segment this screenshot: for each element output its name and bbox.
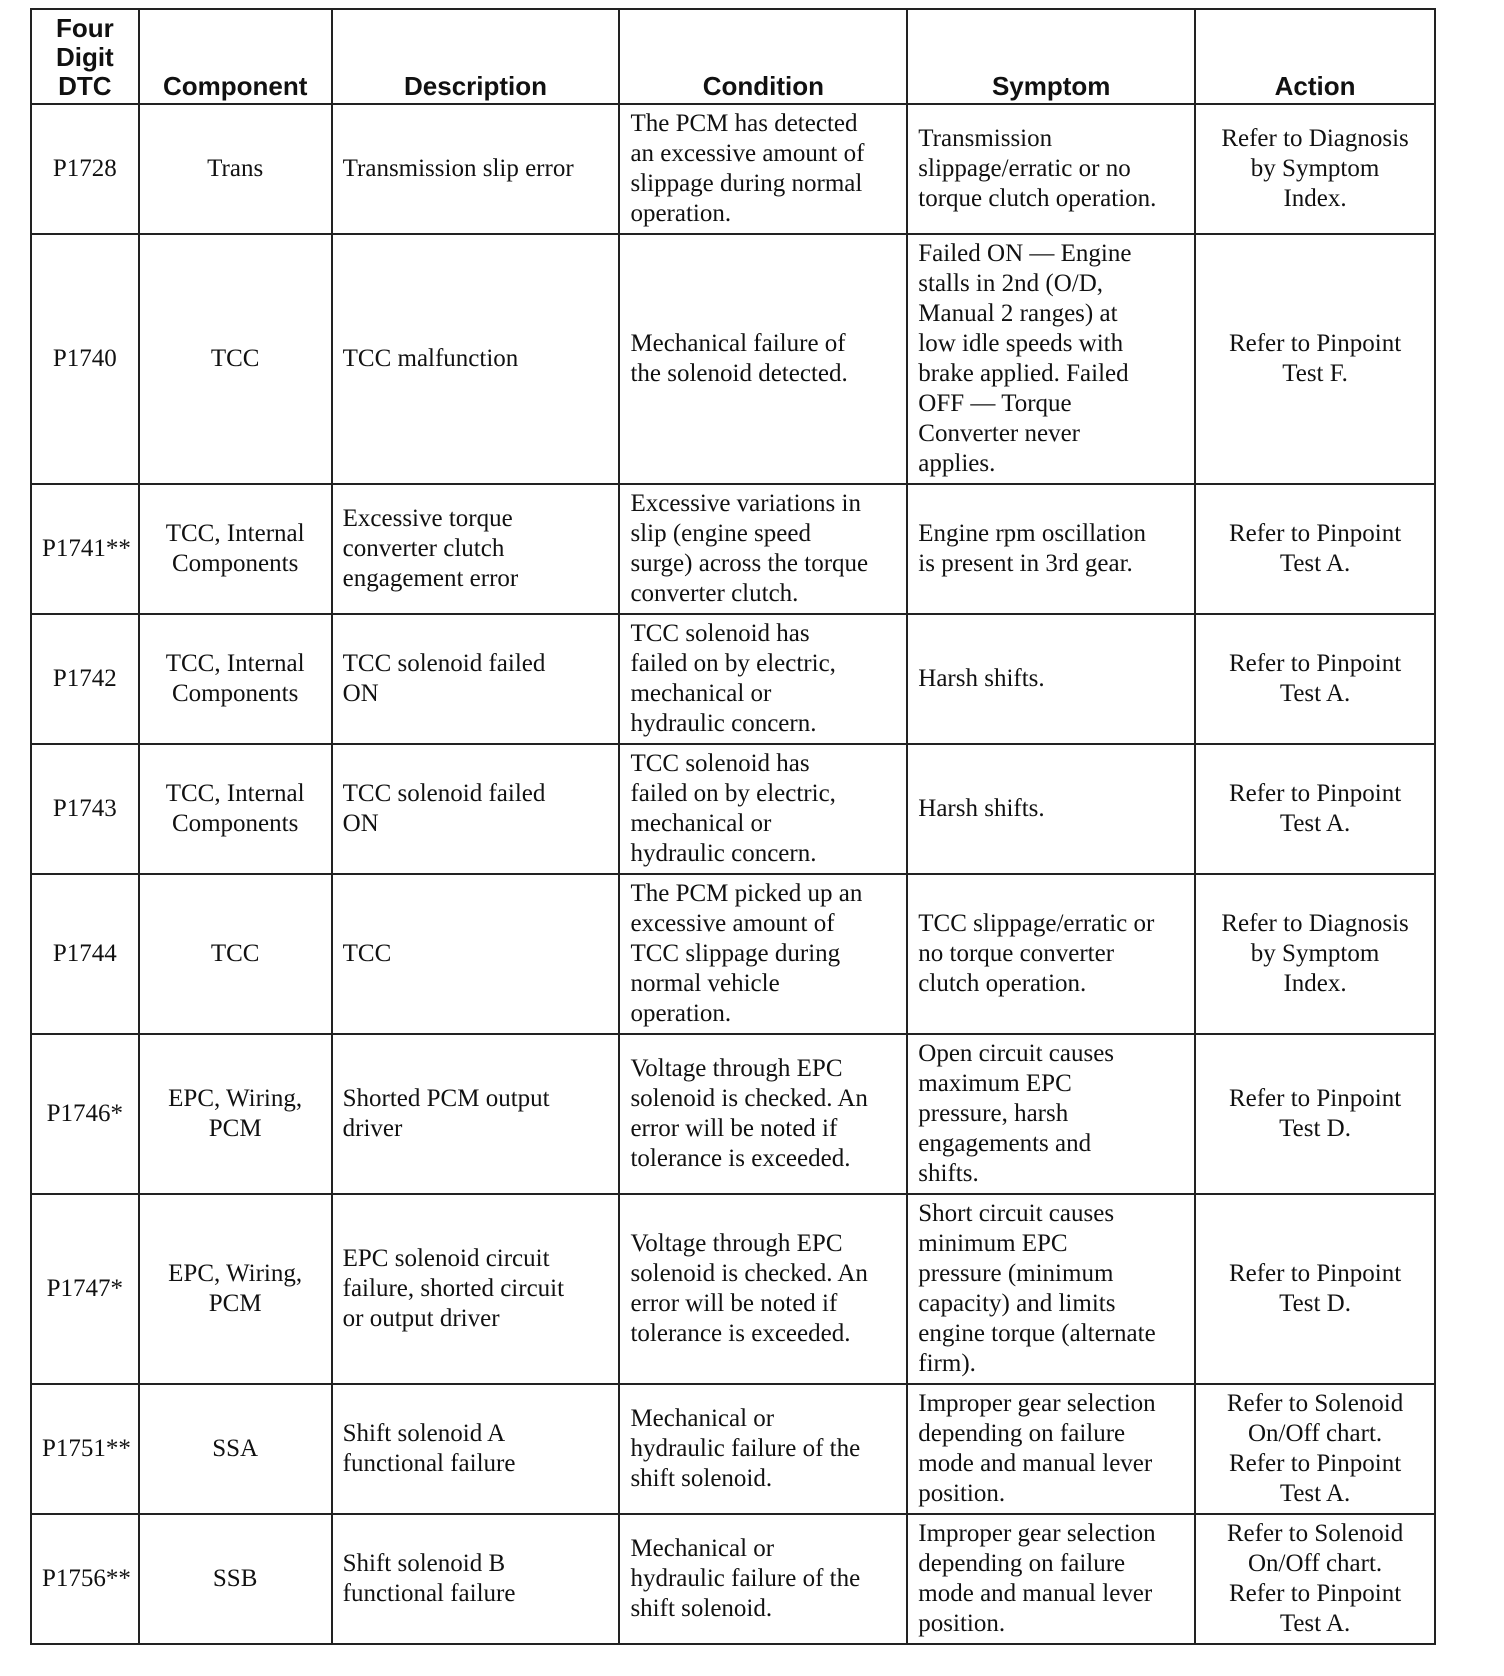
header-dtc-line: Four xyxy=(55,13,114,43)
condition-cell-line: Mechanical or xyxy=(630,1535,775,1562)
description-cell xyxy=(332,744,620,874)
action-cell xyxy=(1195,614,1435,744)
action-cell-line: Test A. xyxy=(1279,1480,1351,1507)
condition-cell-line: Mechanical or xyxy=(630,1405,775,1432)
action-cell-line: Index. xyxy=(1283,185,1347,212)
condition-cell xyxy=(619,614,907,744)
symptom-cell xyxy=(907,104,1195,234)
description-cell xyxy=(332,614,620,744)
header-description: Description xyxy=(332,9,620,104)
condition-cell-line: failed on by electric, xyxy=(630,650,836,677)
action-cell xyxy=(1195,104,1435,234)
dtc-code-cell: P1756** xyxy=(31,1514,139,1644)
condition-cell-line: TCC solenoid has xyxy=(630,620,810,647)
symptom-cell-line: pressure (minimum xyxy=(918,1260,1114,1287)
action-cell xyxy=(1195,484,1435,614)
condition-cell-line: converter clutch. xyxy=(630,580,799,607)
symptom-cell-line: brake applied. Failed xyxy=(918,360,1129,387)
action-cell-line: Test A. xyxy=(1279,550,1351,577)
condition-cell-line: normal vehicle xyxy=(630,970,780,997)
symptom-cell xyxy=(907,614,1195,744)
action-cell-line: Test D. xyxy=(1279,1290,1351,1317)
condition-cell xyxy=(619,484,907,614)
condition-cell xyxy=(619,1384,907,1514)
description-cell-line: failure, shorted circuit xyxy=(342,1275,565,1302)
condition-cell xyxy=(619,1514,907,1644)
action-cell-line: Refer to Pinpoint xyxy=(1228,1260,1402,1287)
component-cell-line: TCC xyxy=(210,345,260,372)
component-cell-line: TCC, Internal xyxy=(165,780,305,807)
description-cell xyxy=(332,1034,620,1194)
action-cell-line: Refer to Pinpoint xyxy=(1228,330,1402,357)
action-cell-line: Test F. xyxy=(1282,360,1348,387)
description-cell-line: Shorted PCM output xyxy=(342,1085,550,1112)
symptom-cell-line: Converter never xyxy=(918,420,1081,447)
dtc-code-cell: P1744 xyxy=(31,874,139,1034)
table-row xyxy=(31,1514,1435,1644)
component-cell-line: TCC xyxy=(210,940,260,967)
condition-cell-line: tolerance is exceeded. xyxy=(630,1145,851,1172)
condition-cell-line: Excessive variations in xyxy=(630,490,861,517)
description-cell xyxy=(332,484,620,614)
action-cell-line: Test D. xyxy=(1279,1115,1351,1142)
symptom-cell-line: OFF — Torque xyxy=(918,390,1072,417)
component-cell-line: TCC, Internal xyxy=(165,520,305,547)
action-cell-line: by Symptom xyxy=(1250,155,1380,182)
component-cell xyxy=(139,744,332,874)
description-cell-line: converter clutch xyxy=(342,535,505,562)
symptom-cell xyxy=(907,1514,1195,1644)
action-cell xyxy=(1195,1034,1435,1194)
component-cell xyxy=(139,1034,332,1194)
dtc-table xyxy=(30,8,1436,1645)
action-cell-line: Refer to Diagnosis xyxy=(1221,125,1409,152)
dtc-code-cell: P1728 xyxy=(31,104,139,234)
component-cell-line: Components xyxy=(171,680,299,707)
dtc-table-body xyxy=(31,104,1435,1644)
symptom-cell-line: engagements and xyxy=(918,1130,1092,1157)
symptom-cell-line: shifts. xyxy=(918,1160,979,1187)
description-cell-line: ON xyxy=(342,680,379,707)
action-cell xyxy=(1195,874,1435,1034)
table-row xyxy=(31,744,1435,874)
condition-cell-line: shift solenoid. xyxy=(630,1595,773,1622)
header-dtc xyxy=(31,9,139,104)
description-cell xyxy=(332,874,620,1034)
symptom-cell-line: TCC slippage/erratic or xyxy=(918,910,1155,937)
condition-cell xyxy=(619,874,907,1034)
condition-cell-line: mechanical or xyxy=(630,810,772,837)
condition-cell-line: TCC slippage during xyxy=(630,940,841,967)
condition-cell-line: the solenoid detected. xyxy=(630,360,848,387)
component-cell-line: PCM xyxy=(208,1290,262,1317)
description-cell-line: TCC xyxy=(342,940,392,967)
symptom-cell-line: clutch operation. xyxy=(918,970,1087,997)
symptom-cell-line: depending on failure xyxy=(918,1550,1126,1577)
condition-cell-line: Mechanical failure of xyxy=(630,330,846,357)
condition-cell xyxy=(619,104,907,234)
condition-cell-line: excessive amount of xyxy=(630,910,835,937)
component-cell xyxy=(139,614,332,744)
description-cell-line: EPC solenoid circuit xyxy=(342,1245,550,1272)
condition-cell-line: slip (engine speed xyxy=(630,520,811,547)
symptom-cell-line: torque clutch operation. xyxy=(918,185,1157,212)
table-row xyxy=(31,1384,1435,1514)
description-cell-line: TCC solenoid failed xyxy=(342,650,546,677)
component-cell xyxy=(139,874,332,1034)
condition-cell xyxy=(619,1034,907,1194)
component-cell-line: Components xyxy=(171,550,299,577)
condition-cell-line: tolerance is exceeded. xyxy=(630,1320,851,1347)
action-cell-line: Refer to Pinpoint xyxy=(1228,650,1402,677)
action-cell-line: Refer to Pinpoint xyxy=(1228,1580,1402,1607)
symptom-cell-line: firm). xyxy=(918,1350,976,1377)
symptom-cell-line: position. xyxy=(918,1480,1006,1507)
table-row xyxy=(31,234,1435,484)
condition-cell-line: failed on by electric, xyxy=(630,780,836,807)
condition-cell-line: error will be noted if xyxy=(630,1290,838,1317)
description-cell xyxy=(332,104,620,234)
description-cell-line: ON xyxy=(342,810,379,837)
description-cell-line: or output driver xyxy=(342,1305,500,1332)
condition-cell-line: operation. xyxy=(630,1000,732,1027)
condition-cell-line: operation. xyxy=(630,200,732,227)
component-cell-line: Components xyxy=(171,810,299,837)
header-dtc-line: Digit xyxy=(55,42,114,72)
table-row xyxy=(31,614,1435,744)
condition-cell-line: Voltage through EPC xyxy=(630,1230,843,1257)
action-cell-line: On/Off chart. xyxy=(1247,1550,1383,1577)
symptom-cell-line: Improper gear selection xyxy=(918,1520,1156,1547)
condition-cell-line: The PCM has detected xyxy=(630,110,858,137)
description-cell-line: Shift solenoid B xyxy=(342,1550,506,1577)
description-cell-line: functional failure xyxy=(342,1450,516,1477)
condition-cell xyxy=(619,1194,907,1384)
symptom-cell-line: mode and manual lever xyxy=(918,1580,1153,1607)
dtc-code-cell: P1742 xyxy=(31,614,139,744)
symptom-cell-line: is present in 3rd gear. xyxy=(918,550,1133,577)
description-cell-line: Transmission slip error xyxy=(342,155,574,182)
description-cell-line: engagement error xyxy=(342,565,519,592)
action-cell-line: Test A. xyxy=(1279,680,1351,707)
condition-cell-line: solenoid is checked. An xyxy=(630,1085,868,1112)
component-cell xyxy=(139,104,332,234)
header-component: Component xyxy=(139,9,332,104)
action-cell-line: by Symptom xyxy=(1250,940,1380,967)
symptom-cell-line: Failed ON — Engine xyxy=(918,240,1132,267)
symptom-cell xyxy=(907,1034,1195,1194)
condition-cell-line: hydraulic concern. xyxy=(630,710,817,737)
table-row xyxy=(31,484,1435,614)
condition-cell xyxy=(619,234,907,484)
action-cell xyxy=(1195,1384,1435,1514)
condition-cell xyxy=(619,744,907,874)
symptom-cell xyxy=(907,484,1195,614)
symptom-cell-line: Manual 2 ranges) at xyxy=(918,300,1118,327)
table-row xyxy=(31,1034,1435,1194)
action-cell-line: Refer to Pinpoint xyxy=(1228,1085,1402,1112)
symptom-cell-line: pressure, harsh xyxy=(918,1100,1069,1127)
header-action: Action xyxy=(1195,9,1435,104)
condition-cell-line: Voltage through EPC xyxy=(630,1055,843,1082)
symptom-cell-line: maximum EPC xyxy=(918,1070,1072,1097)
dtc-code-cell: P1743 xyxy=(31,744,139,874)
symptom-cell-line: Harsh shifts. xyxy=(918,665,1045,692)
component-cell-line: EPC, Wiring, xyxy=(168,1085,303,1112)
condition-cell-line: slippage during normal xyxy=(630,170,863,197)
action-cell-line: Index. xyxy=(1283,970,1347,997)
component-cell-line: SSB xyxy=(212,1565,258,1592)
symptom-cell-line: engine torque (alternate xyxy=(918,1320,1156,1347)
header-dtc-line: DTC xyxy=(58,71,112,101)
symptom-cell-line: applies. xyxy=(918,450,996,477)
condition-cell-line: an excessive amount of xyxy=(630,140,865,167)
action-cell-line: Refer to Diagnosis xyxy=(1221,910,1409,937)
symptom-cell-line: low idle speeds with xyxy=(918,330,1124,357)
symptom-cell-line: capacity) and limits xyxy=(918,1290,1116,1317)
dtc-code-cell: P1747* xyxy=(31,1194,139,1384)
condition-cell-line: surge) across the torque xyxy=(630,550,869,577)
symptom-cell-line: depending on failure xyxy=(918,1420,1126,1447)
condition-cell-line: shift solenoid. xyxy=(630,1465,773,1492)
dtc-code-cell: P1751** xyxy=(31,1384,139,1514)
action-cell-line: Refer to Pinpoint xyxy=(1228,520,1402,547)
action-cell-line: Test A. xyxy=(1279,810,1351,837)
action-cell-line: On/Off chart. xyxy=(1247,1420,1383,1447)
symptom-cell-line: Short circuit causes xyxy=(918,1200,1115,1227)
header-row xyxy=(31,9,1435,104)
component-cell xyxy=(139,1514,332,1644)
table-row xyxy=(31,1194,1435,1384)
condition-cell-line: TCC solenoid has xyxy=(630,750,810,777)
action-cell xyxy=(1195,234,1435,484)
condition-cell-line: hydraulic failure of the xyxy=(630,1435,861,1462)
symptom-cell xyxy=(907,234,1195,484)
symptom-cell-line: Improper gear selection xyxy=(918,1390,1156,1417)
symptom-cell-line: Transmission xyxy=(918,125,1053,152)
symptom-cell xyxy=(907,1194,1195,1384)
symptom-cell xyxy=(907,744,1195,874)
component-cell-line: Trans xyxy=(207,155,264,182)
action-cell xyxy=(1195,1194,1435,1384)
symptom-cell-line: stalls in 2nd (O/D, xyxy=(918,270,1103,297)
description-cell xyxy=(332,234,620,484)
symptom-cell-line: mode and manual lever xyxy=(918,1450,1153,1477)
description-cell xyxy=(332,1194,620,1384)
component-cell xyxy=(139,234,332,484)
condition-cell-line: hydraulic concern. xyxy=(630,840,817,867)
component-cell-line: EPC, Wiring, xyxy=(168,1260,303,1287)
action-cell-line: Refer to Solenoid xyxy=(1226,1390,1404,1417)
symptom-cell xyxy=(907,874,1195,1034)
description-cell-line: Excessive torque xyxy=(342,505,513,532)
dtc-code-cell: P1741** xyxy=(31,484,139,614)
description-cell xyxy=(332,1514,620,1644)
symptom-cell-line: Open circuit causes xyxy=(918,1040,1115,1067)
action-cell xyxy=(1195,744,1435,874)
condition-cell-line: error will be noted if xyxy=(630,1115,838,1142)
component-cell-line: SSA xyxy=(212,1435,259,1462)
dtc-code-cell: P1740 xyxy=(31,234,139,484)
description-cell-line: Shift solenoid A xyxy=(342,1420,506,1447)
condition-cell-line: hydraulic failure of the xyxy=(630,1565,861,1592)
description-cell-line: driver xyxy=(342,1115,403,1142)
component-cell-line: PCM xyxy=(208,1115,262,1142)
symptom-cell-line: Harsh shifts. xyxy=(918,795,1045,822)
header-condition: Condition xyxy=(619,9,907,104)
symptom-cell-line: slippage/erratic or no xyxy=(918,155,1131,182)
component-cell xyxy=(139,484,332,614)
condition-cell-line: The PCM picked up an xyxy=(630,880,863,907)
action-cell-line: Refer to Pinpoint xyxy=(1228,780,1402,807)
header-symptom: Symptom xyxy=(907,9,1195,104)
action-cell-line: Refer to Solenoid xyxy=(1226,1520,1404,1547)
component-cell xyxy=(139,1194,332,1384)
component-cell xyxy=(139,1384,332,1514)
component-cell-line: TCC, Internal xyxy=(165,650,305,677)
action-cell-line: Test A. xyxy=(1279,1610,1351,1637)
description-cell-line: TCC solenoid failed xyxy=(342,780,546,807)
symptom-cell xyxy=(907,1384,1195,1514)
table-row xyxy=(31,874,1435,1034)
symptom-cell-line: position. xyxy=(918,1610,1006,1637)
symptom-cell-line: minimum EPC xyxy=(918,1230,1068,1257)
symptom-cell-line: Engine rpm oscillation xyxy=(918,520,1147,547)
symptom-cell-line: no torque converter xyxy=(918,940,1115,967)
description-cell xyxy=(332,1384,620,1514)
description-cell-line: functional failure xyxy=(342,1580,516,1607)
condition-cell-line: mechanical or xyxy=(630,680,772,707)
action-cell-line: Refer to Pinpoint xyxy=(1228,1450,1402,1477)
table-row xyxy=(31,104,1435,234)
action-cell xyxy=(1195,1514,1435,1644)
description-cell-line: TCC malfunction xyxy=(342,345,519,372)
condition-cell-line: solenoid is checked. An xyxy=(630,1260,868,1287)
dtc-code-cell: P1746* xyxy=(31,1034,139,1194)
